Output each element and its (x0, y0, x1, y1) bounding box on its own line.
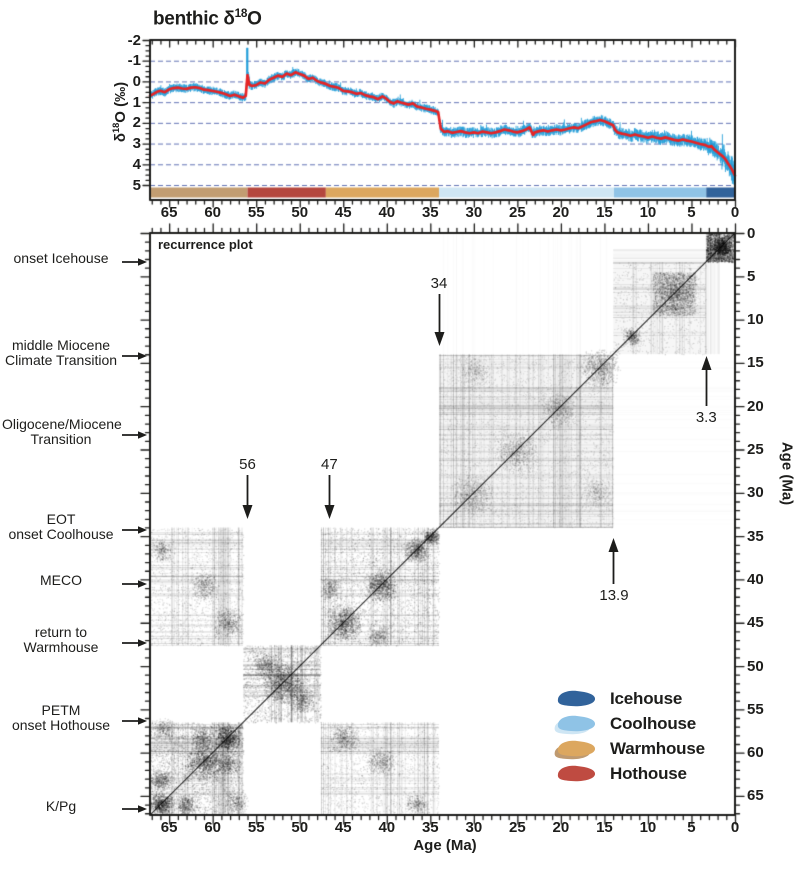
recurrence-x-tick-label: 0 (730, 819, 740, 836)
recurrence-y-tick-label: 45 (747, 614, 764, 632)
legend-swatch-warmhouse-blob-icon (553, 736, 601, 761)
transition-annotation (2, 338, 120, 369)
recurrence-y-tick-label: 60 (747, 744, 764, 762)
top-x-tick-label: 45 (334, 204, 352, 221)
annotation-right-arrow-icon (122, 427, 148, 437)
recurrence-x-tick-label: 50 (291, 819, 309, 836)
y-label-unit: O (‰) (112, 81, 129, 123)
annotation-right-arrow-icon (122, 348, 148, 358)
annotation-right-arrow-icon (122, 801, 148, 811)
top-x-tick-label: 20 (552, 204, 570, 221)
legend-item-label: Icehouse (610, 688, 683, 708)
legend-item-label: Hothouse (610, 763, 687, 783)
transition-annotation (2, 512, 120, 543)
up-arrow-icon (700, 356, 713, 411)
top-x-tick-label: 50 (291, 204, 309, 221)
event-age-label: 47 (320, 456, 338, 474)
y-label-superscript: 18 (111, 122, 121, 134)
recurrence-y-tick-label: 0 (747, 224, 756, 242)
annotation-right-arrow-icon (122, 576, 148, 586)
annotation-line: Warmhouse (23, 639, 99, 656)
recurrence-y-tick-label: 35 (747, 527, 764, 545)
annotation-line: onset Icehouse (13, 250, 109, 267)
annotation-line: Transition (30, 431, 92, 448)
legend-item-label: Warmhouse (610, 738, 705, 758)
legend-swatch-icehouse-blob-icon (553, 686, 601, 711)
down-arrow-icon (241, 475, 254, 524)
event-age-label: 13.9 (599, 586, 629, 604)
top-y-tick-label: 0 (132, 72, 141, 90)
top-x-tick-label: 10 (639, 204, 657, 221)
up-arrow-icon (607, 538, 620, 589)
down-arrow-icon (323, 475, 336, 524)
recurrence-y-tick-label: 40 (747, 570, 764, 588)
recurrence-plot-label: recurrence plot (158, 237, 253, 252)
recurrence-x-tick-label: 30 (465, 819, 483, 836)
transition-annotation (2, 251, 120, 267)
top-y-tick-label: -1 (127, 52, 141, 70)
top-y-tick-label: -2 (127, 31, 141, 49)
transition-annotation (2, 573, 120, 589)
top-x-tick-label: 60 (204, 204, 222, 221)
top-x-tick-label: 35 (421, 204, 439, 221)
recurrence-y-tick-label: 55 (747, 700, 764, 718)
top-x-tick-label: 65 (160, 204, 178, 221)
legend-item (553, 761, 705, 786)
recurrence-y-tick-label: 20 (747, 397, 764, 415)
recurrence-y-tick-label: 5 (747, 267, 756, 285)
recurrence-y-tick-label: 10 (747, 311, 764, 329)
recurrence-x-tick-label: 35 (421, 819, 439, 836)
recurrence-y-tick-label: 15 (747, 354, 764, 372)
legend-swatch-coolhouse-blob-icon (553, 711, 601, 736)
annotation-right-arrow-icon (122, 522, 148, 532)
annotation-line: return to (34, 623, 88, 640)
top-x-tick-label: 5 (687, 204, 696, 221)
right-y-axis-label: Age (Ma) (778, 441, 796, 506)
annotation-line: middle Miocene (11, 336, 111, 353)
annotation-line: K/Pg (45, 797, 77, 814)
recurrence-x-tick-label: 10 (639, 819, 657, 836)
transition-annotation (2, 625, 120, 656)
top-y-tick-label: 4 (132, 155, 141, 173)
title-text: benthic δ (153, 8, 235, 30)
title-text-suffix: O (247, 8, 262, 30)
title-superscript: 18 (234, 7, 248, 20)
recurrence-x-tick-label: 25 (509, 819, 526, 836)
recurrence-y-tick-label: 50 (747, 657, 764, 675)
recurrence-y-tick-label: 30 (747, 484, 764, 502)
y-label-delta: δ (112, 133, 129, 143)
top-x-tick-label: 40 (378, 204, 396, 221)
bottom-x-axis-label: Age (Ma) (413, 837, 477, 854)
top-y-tick-label: 3 (132, 135, 141, 153)
top-x-tick-label: 55 (247, 204, 265, 221)
annotation-line: EOT (46, 510, 76, 527)
recurrence-x-tick-label: 5 (687, 819, 696, 836)
recurrence-y-tick-label: 65 (747, 787, 764, 805)
top-y-tick-label: 1 (132, 93, 141, 111)
top-x-tick-label: 25 (509, 204, 526, 221)
recurrence-x-tick-label: 15 (596, 819, 613, 836)
recurrence-y-tick-label: 25 (747, 441, 764, 459)
annotation-line: onset Coolhouse (8, 526, 114, 543)
recurrence-x-tick-label: 45 (334, 819, 352, 836)
top-x-tick-label: 15 (596, 204, 613, 221)
top-y-tick-label: 5 (132, 176, 141, 194)
legend-item-label: Coolhouse (610, 713, 697, 733)
recurrence-x-tick-label: 55 (247, 819, 265, 836)
top-x-tick-label: 0 (730, 204, 740, 221)
annotation-line: onset Hothouse (11, 717, 111, 733)
event-age-label: 34 (430, 275, 448, 293)
annotation-right-arrow-icon (122, 635, 148, 645)
annotation-line: PETM (41, 701, 81, 718)
recurrence-x-tick-label: 60 (204, 819, 222, 836)
recurrence-x-tick-label: 65 (160, 819, 178, 836)
annotation-line: Climate Transition (4, 352, 118, 369)
legend-item (553, 736, 705, 761)
event-age-label: 3.3 (695, 408, 717, 426)
recurrence-x-tick-label: 20 (552, 819, 570, 836)
transition-annotation (2, 799, 120, 815)
top-panel-title (153, 7, 262, 30)
recurrence-x-tick-label: 40 (378, 819, 396, 836)
top-x-tick-label: 30 (465, 204, 483, 221)
annotation-right-arrow-icon (122, 713, 148, 723)
event-age-label: 56 (239, 456, 256, 474)
legend-item (553, 711, 705, 736)
legend-item (553, 686, 705, 711)
annotation-line: Oligocene/Miocene (2, 415, 122, 432)
annotation-line: MECO (40, 572, 82, 589)
top-y-tick-label: 2 (132, 114, 141, 132)
legend-swatch-hothouse-blob-icon (553, 761, 601, 786)
transition-annotation (2, 703, 120, 734)
transition-annotation (2, 417, 120, 448)
climate-state-legend (553, 686, 705, 786)
down-arrow-icon (433, 294, 446, 351)
annotation-right-arrow-icon (122, 254, 148, 264)
